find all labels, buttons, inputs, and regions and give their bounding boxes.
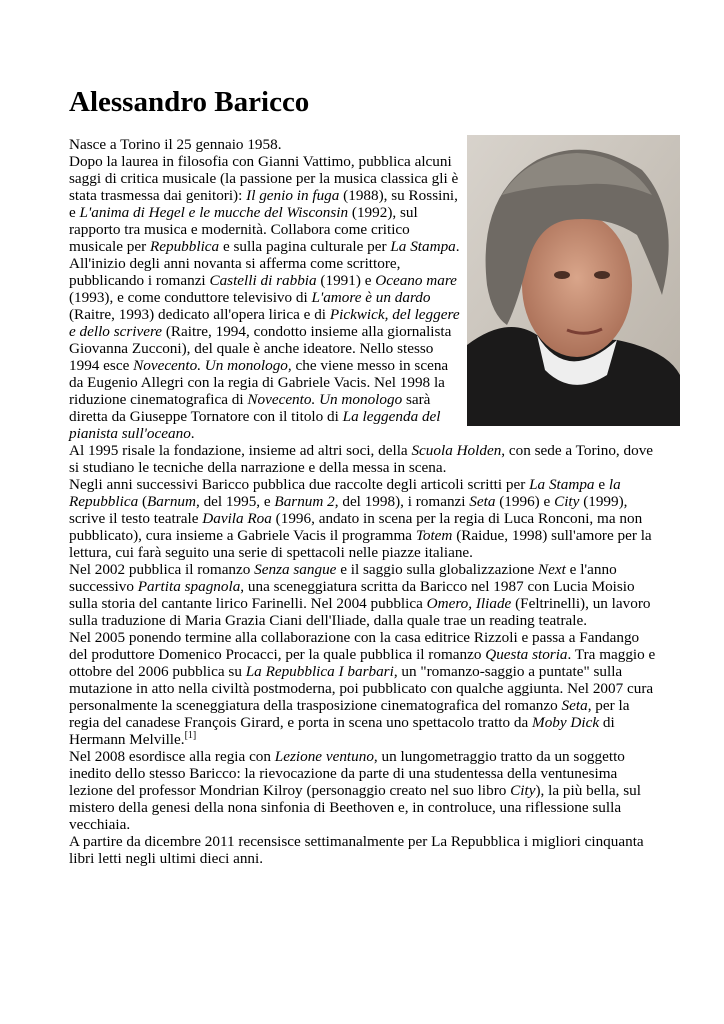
text-run: (1992), sul rapporto tra musica e modernità. Collabora come critico musicale per xyxy=(69,204,418,255)
italic-title: Scuola Holden xyxy=(411,442,502,459)
text-run: Dopo la laurea in filosofia con Gianni Vattimo, pubblica alcuni saggi di critica musicale (la passione per la musica classica gli è stata trasmessa dai genitori): xyxy=(69,153,459,204)
italic-title: L'amore è un dardo xyxy=(311,289,431,306)
text-run: (Feltrinelli), un lavoro sulla traduzione di Maria Grazia Ciani dell'Iliade, dalla quale trae un reading teatrale. xyxy=(69,595,651,629)
article-body xyxy=(69,136,659,867)
italic-title: Next xyxy=(538,561,566,578)
text-run: (Raitre, 1994, condotto insieme alla giornalista Giovanna Zucconi), del quale è anche ideatore. Nello stesso 1994 esce xyxy=(69,323,452,374)
italic-title: Seta xyxy=(561,697,588,714)
page-title: Alessandro Baricco xyxy=(69,86,310,118)
italic-title: Lezione ventuno xyxy=(274,748,374,765)
text-run: ( xyxy=(138,493,148,510)
text-run: Nel 2005 ponendo termine alla collaborazione con la casa editrice Rizzoli e passa a Fandango del produttore Domenico Procacci, per la quale pubblica il romanzo xyxy=(69,629,640,663)
text-run: , del 1995, e xyxy=(195,493,275,510)
text-run: , del 1998), i romanzi xyxy=(334,493,470,510)
paragraph xyxy=(69,442,659,476)
italic-title: Castelli di rabbia xyxy=(209,272,317,289)
footnote-link[interactable]: [1] xyxy=(184,729,197,741)
text-run: , una sceneggiatura scritta da Baricco nel 1987 con Lucia Moisio sulla storia del cantante lirico Farinelli. Nel 2004 pubblica xyxy=(69,578,635,612)
italic-title: Barnum xyxy=(147,493,196,510)
italic-title: Il genio in fuga xyxy=(246,187,340,204)
italic-title: Partita spagnola xyxy=(137,578,241,595)
text-run: ), la più bella, sul mistero della genesi della nona sinfonia di Beethoven e, in controluce, una riflessione sulla vecchiaia. xyxy=(69,782,641,833)
italic-title: Novecento. Un monologo xyxy=(247,391,403,408)
document-page xyxy=(69,84,659,867)
italic-title: Questa storia xyxy=(485,646,568,663)
text-run: , un "romanzo-saggio a puntate" sulla mutazione in atto nella civiltà postmoderna, poi pubblicato con qualche aggiunta. Nel 2007 cura personalmente la sceneggiatura della trasposizione cinematografica del romanzo xyxy=(69,663,654,714)
paragraph xyxy=(69,629,659,748)
text-run: All'inizio degli anni novanta si afferma come scrittore, pubblicando i romanzi xyxy=(69,255,401,289)
italic-title: L'anima di Hegel e le mucche del Wisconsin xyxy=(79,204,349,221)
text-run: e sulla pagina culturale per xyxy=(219,238,391,255)
italic-title: Pickwick, del leggere e dello scrivere xyxy=(69,306,460,340)
text-run: , con sede a Torino, dove si studiano le tecniche della narrazione e della messa in scena. xyxy=(69,442,654,476)
italic-title: Repubblica xyxy=(149,238,220,255)
text-run: (1991) e xyxy=(316,272,376,289)
italic-title: Seta xyxy=(469,493,496,510)
italic-title: Totem xyxy=(415,527,453,544)
text-run: (1999), scrive il testo teatrale xyxy=(69,493,628,527)
text-run: e l'anno successivo xyxy=(69,561,617,595)
text-run: Nasce a Torino il 25 gennaio 1958. xyxy=(69,136,282,153)
italic-title: La leggenda del pianista sull'oceano xyxy=(69,408,441,442)
paragraph xyxy=(69,748,659,833)
italic-title: Moby Dick xyxy=(532,714,600,731)
text-run: e il saggio sulla globalizzazione xyxy=(336,561,539,578)
text-run: , per la regia del canadese François Girard, e porta in scena uno spettacolo tratto da xyxy=(69,697,630,731)
text-run: , che viene messo in scena da Eugenio Allegri con la regia di Gabriele Vacis. Nel 1998 la riduzione cinematografica di xyxy=(69,357,449,408)
text-run: Al 1995 risale la fondazione, insieme ad altri soci, della xyxy=(69,442,412,459)
italic-title: Oceano mare xyxy=(375,272,457,289)
text-run: . xyxy=(190,425,195,442)
italic-title: Novecento. Un monologo xyxy=(133,357,288,374)
italic-title: City xyxy=(510,782,536,799)
text-run: (Raitre, 1993) dedicato all'opera lirica e di xyxy=(69,306,330,323)
text-run: (1993), e come conduttore televisivo di xyxy=(69,289,312,306)
text-run: di Hermann Melville. xyxy=(69,714,615,748)
portrait-photo xyxy=(467,135,680,426)
italic-title: la Repubblica xyxy=(69,476,621,510)
italic-title: La Stampa xyxy=(390,238,456,255)
text-run: (1996) e xyxy=(495,493,555,510)
italic-title: Senza sangue xyxy=(254,561,337,578)
paragraph xyxy=(69,476,659,561)
text-run: Negli anni successivi Baricco pubblica due raccolte degli articoli scritti per xyxy=(69,476,530,493)
italic-title: La Stampa xyxy=(529,476,595,493)
text-run: (Raidue, 1998) sull'amore per la lettura, cui farà seguito una serie di spettacoli nelle piazze italiane. xyxy=(69,527,652,561)
text-run: e xyxy=(594,476,609,493)
text-run: A partire da dicembre 2011 recensisce settimanalmente per La Repubblica i migliori cinquanta libri letti negli ultimi dieci anni. xyxy=(69,833,644,867)
italic-title: City xyxy=(554,493,580,510)
text-run: . Tra maggio e ottobre del 2006 pubblica su xyxy=(69,646,656,680)
paragraph xyxy=(69,833,659,867)
text-run: (1996, andato in scena per la regia di Luca Ronconi, ma non pubblicato), cura insieme a Gabriele Vacis il programma xyxy=(69,510,643,544)
italic-title: La Repubblica I barbari xyxy=(245,663,394,680)
text-run: , un lungometraggio tratto da un soggetto inedito dello stesso Baricco: la rievocazione da parte di una studentessa della ventunesima lezione del professor Mondrian Kilroy (personaggio creato nel suo libro xyxy=(69,748,625,799)
text-run: . xyxy=(455,238,460,255)
portrait-image xyxy=(467,135,680,426)
italic-title: Omero, Iliade xyxy=(426,595,512,612)
italic-title: Barnum 2 xyxy=(274,493,335,510)
text-run: Nel 2002 pubblica il romanzo xyxy=(69,561,255,578)
paragraph xyxy=(69,561,659,629)
text-run: (1988), su Rossini, e xyxy=(69,187,458,221)
italic-title: Davila Roa xyxy=(202,510,272,527)
text-run: Nel 2008 esordisce alla regia con xyxy=(69,748,275,765)
text-run: sarà diretta da Giuseppe Tornatore con il titolo di xyxy=(69,391,431,425)
